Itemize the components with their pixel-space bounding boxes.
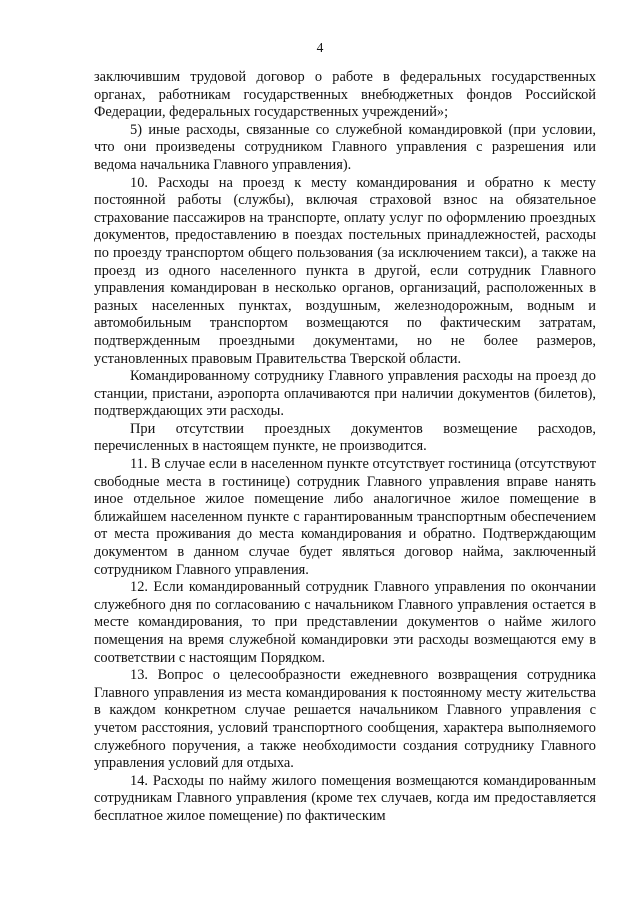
paragraph-clause-14: 14. Расходы по найму жилого помещения возмещаются командированным сотрудникам Главного управления (кроме тех случаев, когда им предоставляется бесплатное жилое помещение) по фактическим xyxy=(94,772,596,824)
paragraph-clause-10: 10. Расходы на проезд к месту командирования и обратно к месту постоянной работы (службы), включая страховой взнос на обязательное страхование пассажиров на транспорте, оплату услуг по оформлению проездных документов, предоставлению в поездах постельных принадлежностей, расходы по проезду транспортом общего пользования (за исключением такси), а также на проезд из одного населенного пункта в другой, если сотрудник Главного управления командирован в несколько органов, организаций, расположенных в разных населенных пунктах, воздушным, железнодорожным, водным и автомобильным транспортом возмещаются по фактическим затратам, подтвержденным проездными документами, но не более размеров, установленных правовым Правительства Тверской области. xyxy=(94,174,596,367)
paragraph-clause-12: 12. Если командированный сотрудник Главного управления по окончании служебного дня по согласованию с начальником Главного управления остается в месте командирования, то при представлении документов о найме жилого помещения на время служебной командировки эти расходы возмещаются ему в соответствии с настоящим Порядком. xyxy=(94,579,596,666)
paragraph-no-documents: При отсутствии проездных документов возмещение расходов, перечисленных в настоящем пункте, не производится. xyxy=(94,420,596,455)
document-body xyxy=(94,69,596,826)
paragraph-travel-tickets: Командированному сотруднику Главного управления расходы на проезд до станции, пристани, аэропорта оплачиваются при наличии документов (билетов), подтверждающих эти расходы. xyxy=(94,368,596,420)
paragraph-item-5: 5) иные расходы, связанные со служебной командировкой (при условии, что они произведены сотрудником Главного управления с разрешения или ведома начальника Главного управления). xyxy=(94,121,596,173)
paragraph-clause-11: 11. В случае если в населенном пункте отсутствует гостиница (отсутствуют свободные места в гостинице) сотрудник Главного управления вправе нанять иное отдельное жилое помещение либо аналогичное жилое помещение в ближайшем населенном пункте с гарантированным транспортным обеспечением от места проживания до места командирования и обратно. Подтверждающим документом в данном случае будет являться договор найма, заключенный сотрудником Главного управления. xyxy=(94,456,596,578)
paragraph-clause-13: 13. Вопрос о целесообразности ежедневного возвращения сотрудника Главного управления из места командирования к постоянному месту жительства в каждом конкретном случае решается начальником Главного управления с учетом расстояния, условий транспортного сообщения, характера выполняемого служебного поручения, а также необходимости создания сотруднику Главного управления условий для отдыха. xyxy=(94,667,596,772)
page-number: 4 xyxy=(316,40,324,55)
paragraph-continuation: заключившим трудовой договор о работе в федеральных государственных органах, работникам государственных внебюджетных фондов Российской Федерации, федеральных государственных учреждений»; xyxy=(94,69,596,121)
